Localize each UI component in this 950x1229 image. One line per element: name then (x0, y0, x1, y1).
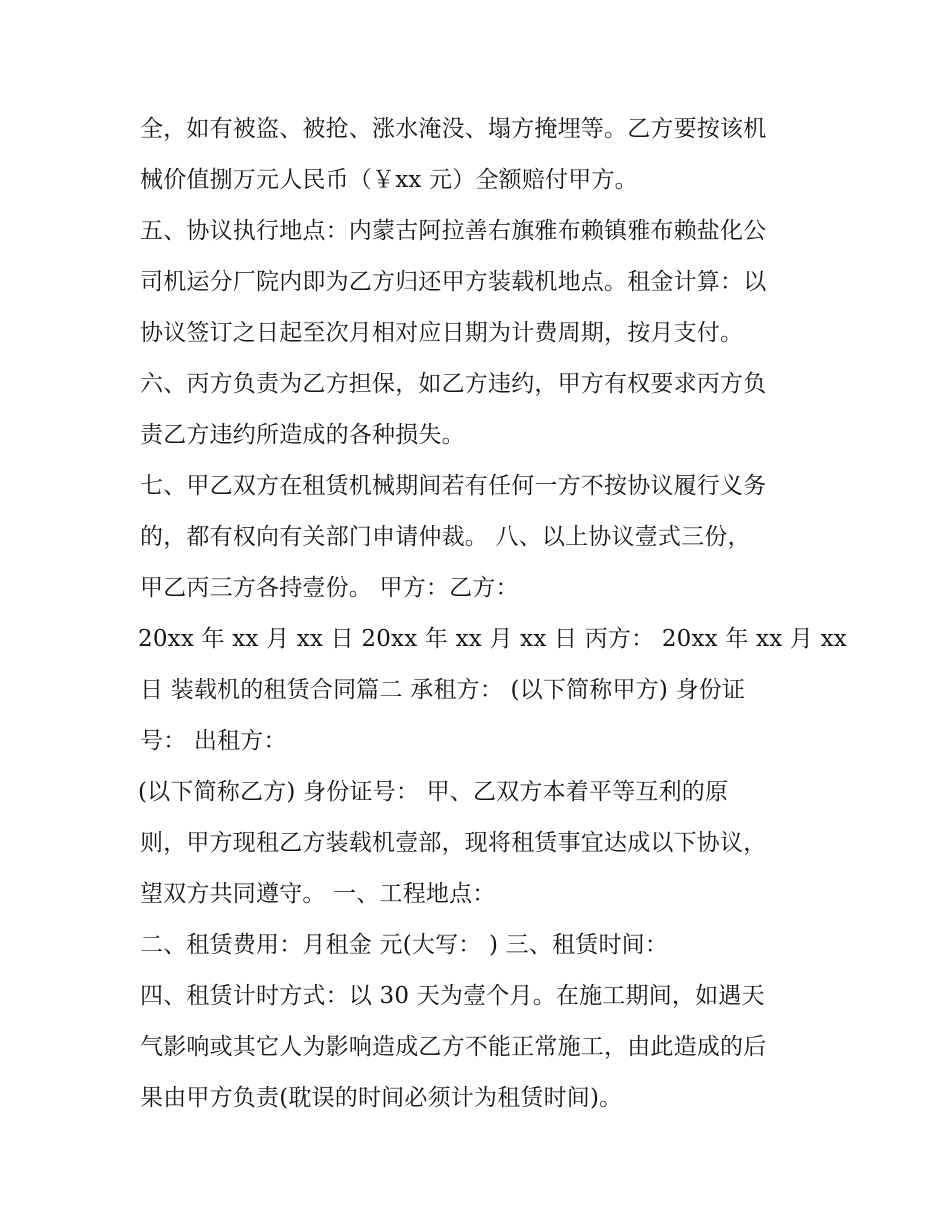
text-line: (以下简称乙方) 身份证号： 甲、乙双方本着平等互利的原 (138, 779, 729, 805)
text-line: 果由甲方负责(耽误的时间必须计为租赁时间)。 (140, 1085, 623, 1111)
text-line: 五、协议执行地点：内蒙古阿拉善右旗雅布赖镇雅布赖盐化公 (140, 218, 767, 244)
text-line: 日 装载机的租赁合同篇二 承租方： (以下简称甲方) 身份证 (140, 677, 746, 703)
text-line: 全，如有被盗、被抢、涨水淹没、塌方掩埋等。乙方要按该机 (140, 116, 767, 142)
text-line: 的，都有权向有关部门申请仲裁。 八、以上协议壹式三份， (140, 524, 751, 550)
text-line: 七、甲乙双方在租赁机械期间若有任何一方不按协议履行义务 (140, 473, 767, 499)
text-line: 则，甲方现租乙方装载机壹部，现将租赁事宜达成以下协议， (140, 830, 767, 856)
text-line: 六、丙方负责为乙方担保，如乙方违约，甲方有权要求丙方负 (140, 371, 767, 397)
text-line: 协议签订之日起至次月相对应日期为计费周期，按月支付。 (140, 320, 744, 346)
text-line: 械价值捌万元人民币（￥xx 元）全额赔付甲方。 (140, 167, 638, 193)
text-line: 望双方共同遵守。 一、工程地点： (140, 881, 496, 907)
text-line: 司机运分厂院内即为乙方归还甲方装载机地点。租金计算：以 (140, 269, 767, 295)
text-line: 气影响或其它人为影响造成乙方不能正常施工，由此造成的后 (140, 1034, 767, 1060)
text-line: 责乙方违约所造成的各种损失。 (140, 422, 465, 448)
contract-body-text (138, 104, 847, 1124)
text-line: 20xx 年 xx 月 xx 日 20xx 年 xx 月 xx 日 丙方： 20xx 年 xx 月 xx (138, 626, 847, 652)
text-line: 二、租赁费用：月租金 元(大写： ) 三、租赁时间： (140, 932, 669, 958)
text-line: 四、租赁计时方式：以 30 天为壹个月。在施工期间，如遇天 (140, 983, 765, 1009)
text-line: 甲乙丙三方各持壹份。 甲方：乙方： (140, 575, 519, 601)
text-line: 号： 出租方： (140, 728, 287, 754)
